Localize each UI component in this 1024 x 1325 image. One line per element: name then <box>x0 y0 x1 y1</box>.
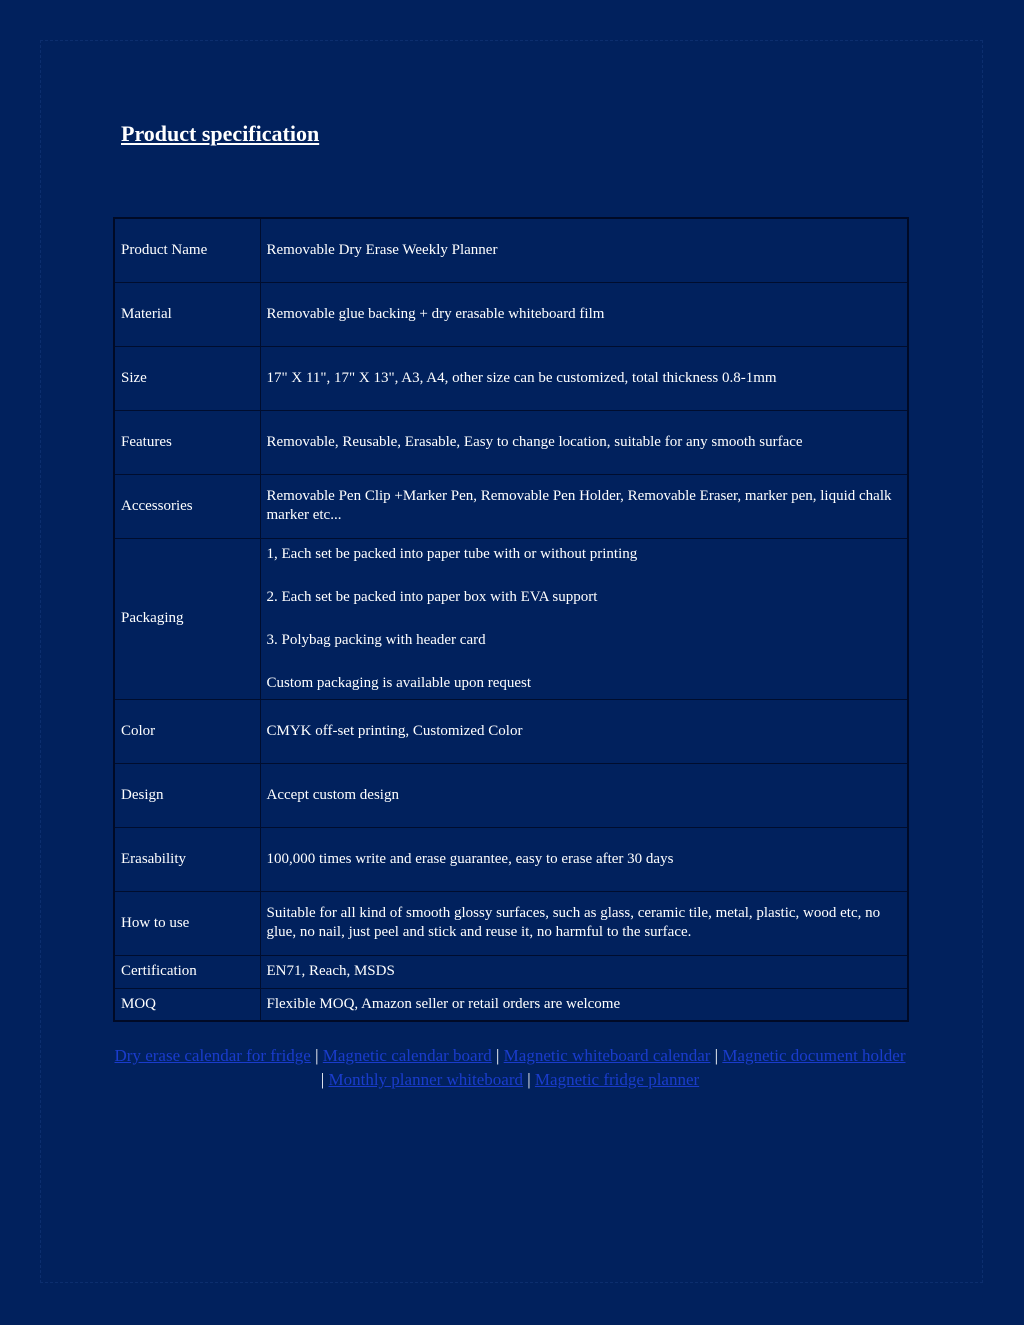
row-value-features: Removable, Reusable, Erasable, Easy to change location, suitable for any smooth surface <box>260 410 908 474</box>
table-row <box>114 988 908 1021</box>
row-value-certification: EN71, Reach, MSDS <box>260 955 908 988</box>
link-separator: | <box>496 1046 500 1065</box>
row-label-size: Size <box>114 346 260 410</box>
link-magnetic-whiteboard-calendar[interactable]: Magnetic whiteboard calendar <box>503 1046 711 1065</box>
row-value-accessories: Removable Pen Clip +Marker Pen, Removable Pen Holder, Removable Eraser, marker pen, liquid chalk marker etc... <box>260 474 908 538</box>
row-label-certification: Certification <box>114 955 260 988</box>
row-value-moq: Flexible MOQ, Amazon seller or retail orders are welcome <box>260 988 908 1021</box>
row-value-product-name: Removable Dry Erase Weekly Planner <box>260 218 908 282</box>
table-row <box>114 699 908 763</box>
row-value-how-to-use: Suitable for all kind of smooth glossy surfaces, such as glass, ceramic tile, metal, plastic, wood etc, no glue, no nail, just peel and stick and reuse it, no harmful to the surface. <box>260 891 908 955</box>
row-label-design: Design <box>114 763 260 827</box>
row-value-size: 17" X 11", 17" X 13", A3, A4, other size can be customized, total thickness 0.8-1mm <box>260 346 908 410</box>
link-separator: | <box>315 1046 319 1065</box>
table-row <box>114 474 908 538</box>
link-magnetic-calendar-board[interactable]: Magnetic calendar board <box>322 1046 492 1065</box>
row-label-accessories: Accessories <box>114 474 260 538</box>
page-title: Product specification <box>121 121 320 146</box>
row-value-design: Accept custom design <box>260 763 908 827</box>
row-label-material: Material <box>114 282 260 346</box>
link-separator: | <box>527 1070 531 1089</box>
link-magnetic-fridge-planner[interactable]: Magnetic fridge planner <box>534 1070 700 1089</box>
packaging-line: 1, Each set be packed into paper tube with or without printing <box>266 545 638 562</box>
row-label-product-name: Product Name <box>114 218 260 282</box>
link-dry-erase-calendar-for-fridge[interactable]: Dry erase calendar for fridge <box>114 1046 311 1065</box>
table-row <box>114 282 908 346</box>
row-label-erasability: Erasability <box>114 827 260 891</box>
table-row <box>114 827 908 891</box>
packaging-line: Custom packaging is available upon request <box>266 674 532 691</box>
table-row <box>114 763 908 827</box>
table-row <box>114 410 908 474</box>
packaging-line: 3. Polybag packing with header card <box>266 631 486 648</box>
table-row <box>114 346 908 410</box>
table-row <box>114 218 908 282</box>
table-row <box>114 538 908 699</box>
link-separator: | <box>714 1046 719 1065</box>
packaging-line: 2. Each set be packed into paper box with EVA support <box>266 588 598 605</box>
row-value-material: Removable glue backing + dry erasable whiteboard film <box>260 282 908 346</box>
row-label-color: Color <box>114 699 260 763</box>
link-magnetic-document-holder[interactable]: Magnetic document holder <box>722 1046 906 1065</box>
row-value-color: CMYK off-set printing, Customized Color <box>260 699 908 763</box>
table-row <box>114 891 908 955</box>
link-monthly-planner-whiteboard[interactable]: Monthly planner whiteboard <box>328 1070 523 1089</box>
row-label-how-to-use: How to use <box>114 891 260 955</box>
table-row <box>114 955 908 988</box>
row-label-moq: MOQ <box>114 988 260 1021</box>
spec-table <box>113 217 909 1022</box>
row-label-packaging: Packaging <box>114 538 260 699</box>
row-value-erasability: 100,000 times write and erase guarantee, easy to erase after 30 days <box>260 827 908 891</box>
link-separator: | <box>320 1070 325 1089</box>
related-links <box>113 1044 907 1092</box>
row-value-packaging <box>260 538 908 699</box>
row-label-features: Features <box>114 410 260 474</box>
